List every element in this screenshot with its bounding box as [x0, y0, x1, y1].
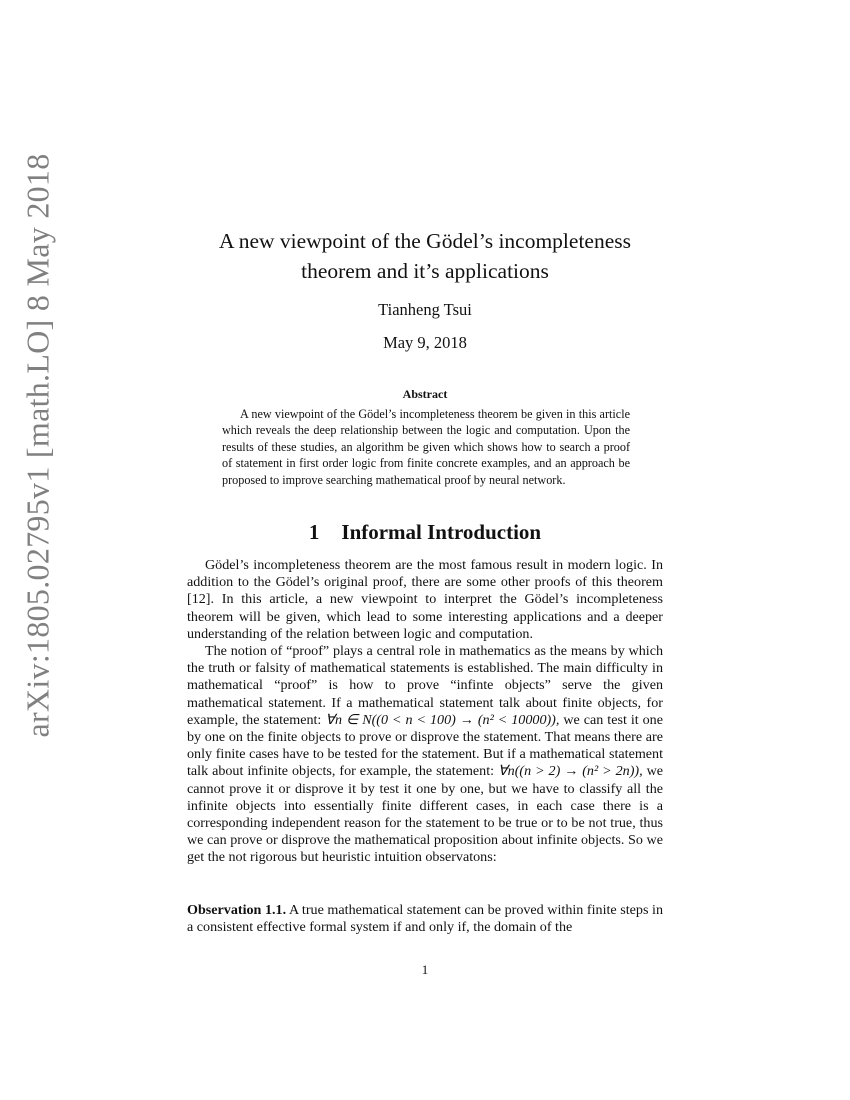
arxiv-stamp-text: arXiv:1805.02795v1 [math.LO] 8 May 2018	[19, 152, 56, 738]
paper-title	[150, 226, 700, 286]
formula-1: ∀n ∈ N((0 < n < 100) → (n² < 10000)),	[325, 711, 560, 728]
observation-paragraph	[187, 902, 663, 936]
publication-date: May 9, 2018	[383, 333, 467, 352]
section-title: Informal Introduction	[341, 520, 542, 544]
abstract-body: A new viewpoint of the Gödel’s incompleteness theorem be given in this article which reveals the deep relationship between the logic and computation. Upon the results of these studies, an algorithm be given which shows how to search a proof of statement in first order logic from finite concrete examples, and an approach be proposed to improve searching mathematical proof by neural network.	[222, 407, 630, 487]
author-name: Tianheng Tsui	[378, 300, 472, 319]
observation-label: Observation 1.1.	[187, 902, 287, 918]
paragraph-2-part-2: we can test it one by one on the finite objects to prove or disprove the statement. That means there are only finite cases have to be tested for the statement. But if a mathematical statement talk about infinite objects, for example, the statement:	[187, 711, 663, 780]
paragraph-2-part-3: we cannot prove it or disprove it by test it one by one, but we have to classify all the infinite objects into essentially finite different cases, in each case there is a corresponding independent reason for the statement to be true or to be not true, thus we can prove or disprove the mathematical proposition about infinite objects. So we get the not rigorous but heuristic intuition observatons:	[187, 763, 664, 866]
section-heading	[150, 520, 700, 545]
title-line-2: theorem and it’s applications	[301, 259, 549, 283]
paragraph-2	[187, 643, 663, 867]
title-line-1: A new viewpoint of the Gödel’s incompleteness	[218, 229, 631, 253]
formula-2: ∀n((n > 2) → (n² > 2n)),	[498, 763, 643, 780]
paragraph-2-part-1: The notion of “proof” plays a central role in mathematics as the means by which the truth or falsity of mathematical statements is established. The main difficulty in mathematical “proof” is how to prove “infinte objects” serve the given mathematical statement. If a mathematical statement talk about finite objects, for example, the statement:	[187, 643, 663, 728]
arxiv-stamp	[19, 152, 56, 738]
section-number: 1	[308, 520, 320, 544]
abstract-heading: Abstract	[402, 387, 448, 401]
page-number: 1	[421, 962, 429, 977]
observation-text: A true mathematical statement can be proved within finite steps in a consistent effective formal system if and only if, the domain of the	[187, 902, 663, 936]
paragraph-1: Gödel’s incompleteness theorem are the most famous result in modern logic. In addition to the Gödel’s original proof, there are some other proofs of this theorem [12]. In this article, a new viewpoint to interpret the Gödel’s incompleteness theorem will be given, which lead to some interesting applications and a deeper understanding of the relation between logic and computation.	[187, 557, 663, 642]
